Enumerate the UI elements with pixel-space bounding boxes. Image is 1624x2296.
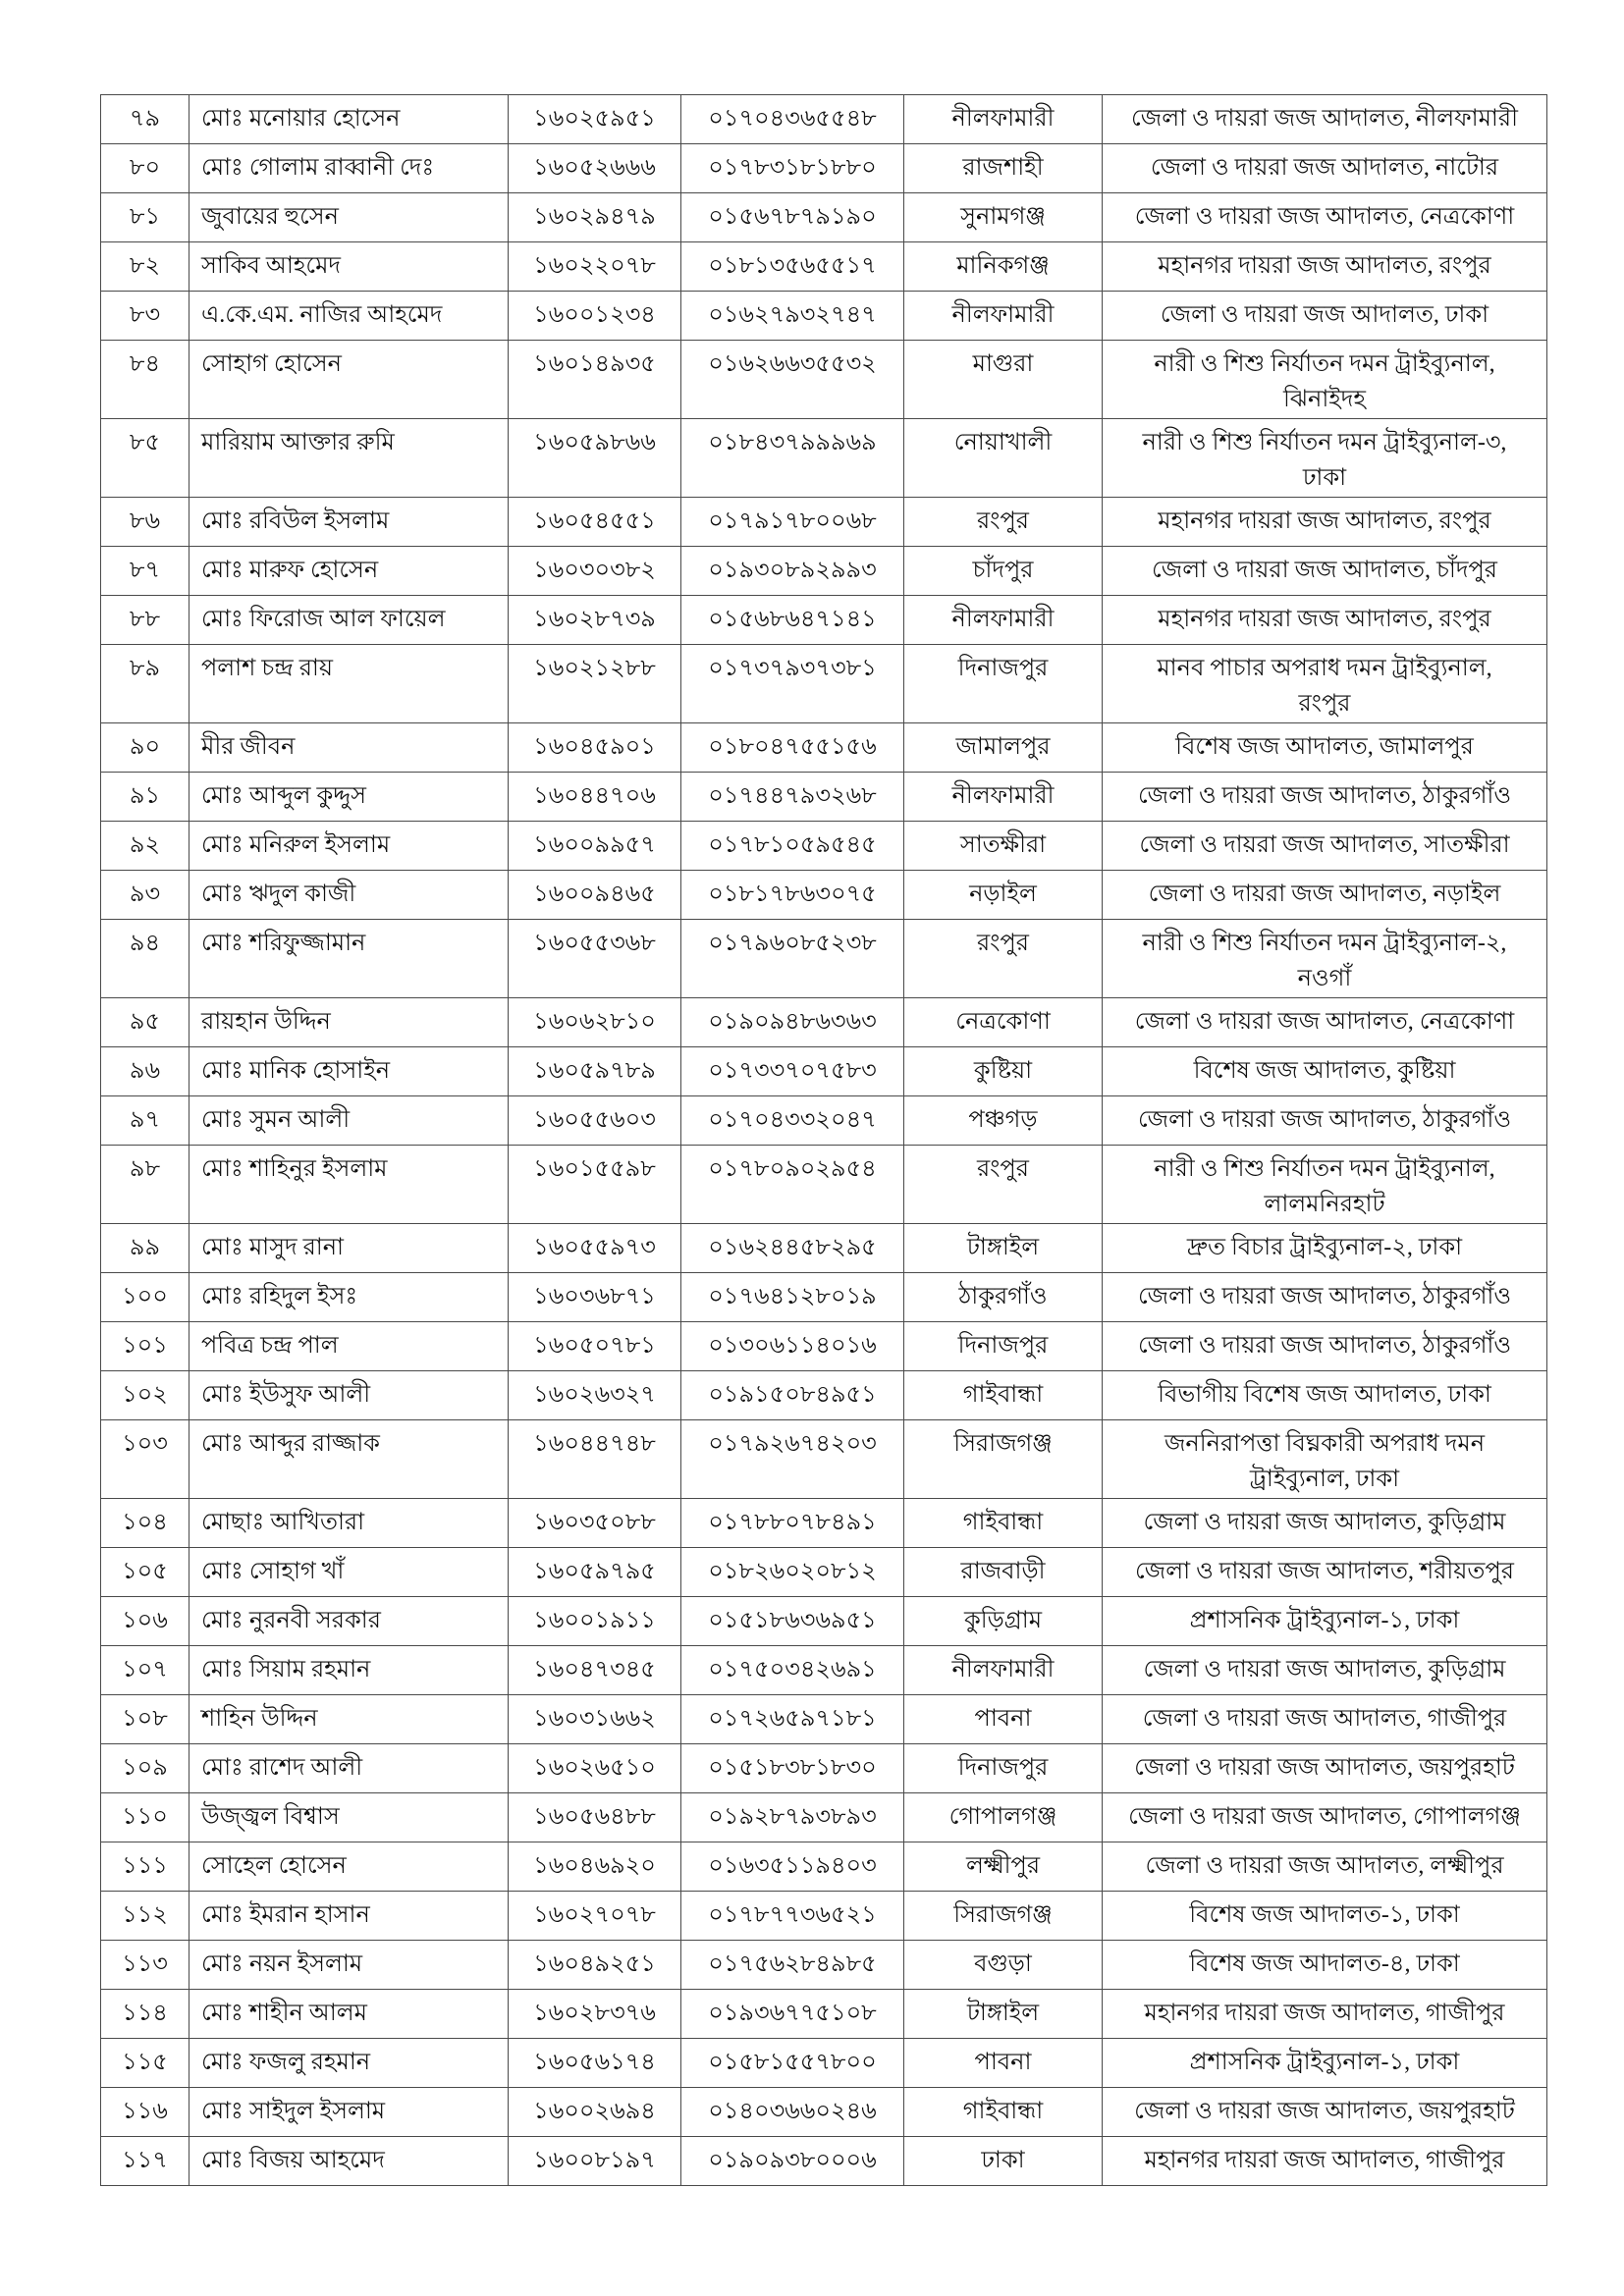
posting-cell: জেলা ও দায়রা জজ আদালত, জয়পুরহাট bbox=[1103, 2088, 1547, 2137]
district-cell: নড়াইল bbox=[904, 871, 1103, 920]
district-cell: সিরাজগঞ্জ bbox=[904, 1892, 1103, 1941]
table-row bbox=[101, 498, 1547, 547]
name-cell: সোহেল হোসেন bbox=[189, 1842, 509, 1892]
name-cell: এ.কে.এম. নাজির আহমেদ bbox=[189, 292, 509, 341]
posting-cell: বিশেষ জজ আদালত, জামালপুর bbox=[1103, 723, 1547, 773]
id-number-cell: ১৬০৪৫৯০১ bbox=[509, 723, 681, 773]
district-cell: সাতক্ষীরা bbox=[904, 822, 1103, 871]
serial-cell: ৮৬ bbox=[101, 498, 189, 547]
name-cell: মোঃ সোহাগ খাঁ bbox=[189, 1548, 509, 1597]
district-cell: দিনাজপুর bbox=[904, 1322, 1103, 1371]
district-cell: নীলফামারী bbox=[904, 596, 1103, 645]
phone-cell: ০১৭৩৭৯৩৭৩৮১ bbox=[681, 645, 904, 723]
district-cell: পাবনা bbox=[904, 1695, 1103, 1744]
id-number-cell: ১৬০৫৯৭৯৫ bbox=[509, 1548, 681, 1597]
phone-cell: ০১৭৪৪৭৯৩২৬৮ bbox=[681, 773, 904, 822]
phone-cell: ০১৭৩৩৭০৭৫৮৩ bbox=[681, 1047, 904, 1096]
id-number-cell: ১৬০৪৯২৫১ bbox=[509, 1941, 681, 1990]
phone-cell: ০১৮১৭৮৬৩০৭৫ bbox=[681, 871, 904, 920]
name-cell: মোঃ নুরনবী সরকার bbox=[189, 1597, 509, 1646]
serial-cell: ৮০ bbox=[101, 144, 189, 193]
table-row bbox=[101, 2088, 1547, 2137]
posting-cell: প্রশাসনিক ট্রাইব্যুনাল-১, ঢাকা bbox=[1103, 1597, 1547, 1646]
posting-cell: জেলা ও দায়রা জজ আদালত, নড়াইল bbox=[1103, 871, 1547, 920]
name-cell: মোঃ ফিরোজ আল ফায়েল bbox=[189, 596, 509, 645]
serial-cell: ৮৯ bbox=[101, 645, 189, 723]
posting-cell: জেলা ও দায়রা জজ আদালত, গোপালগঞ্জ bbox=[1103, 1793, 1547, 1842]
serial-cell: ৯৬ bbox=[101, 1047, 189, 1096]
posting-cell: মহানগর দায়রা জজ আদালত, গাজীপুর bbox=[1103, 2137, 1547, 2186]
phone-cell: ০১৯০৯৩৮০০০৬ bbox=[681, 2137, 904, 2186]
table-row bbox=[101, 95, 1547, 144]
district-cell: টাঙ্গাইল bbox=[904, 1224, 1103, 1273]
serial-cell: ১০৪ bbox=[101, 1499, 189, 1548]
district-cell: সুনামগঞ্জ bbox=[904, 193, 1103, 242]
table-row bbox=[101, 1793, 1547, 1842]
district-cell: পঞ্চগড় bbox=[904, 1096, 1103, 1146]
phone-cell: ০১৭৫০৩৪২৬৯১ bbox=[681, 1646, 904, 1695]
posting-cell: জেলা ও দায়রা জজ আদালত, শরীয়তপুর bbox=[1103, 1548, 1547, 1597]
serial-cell: ৯৪ bbox=[101, 920, 189, 998]
posting-cell: মানব পাচার অপরাধ দমন ট্রাইব্যুনাল, রংপুর bbox=[1103, 645, 1547, 723]
name-cell: মোঃ ফজলু রহমান bbox=[189, 2039, 509, 2088]
posting-cell: জেলা ও দায়রা জজ আদালত, নেত্রকোণা bbox=[1103, 193, 1547, 242]
table-row bbox=[101, 1224, 1547, 1273]
posting-cell: জেলা ও দায়রা জজ আদালত, কুড়িগ্রাম bbox=[1103, 1499, 1547, 1548]
phone-cell: ০১৮০৪৭৫৫১৫৬ bbox=[681, 723, 904, 773]
serial-cell: ১১৪ bbox=[101, 1990, 189, 2039]
serial-cell: ১০৯ bbox=[101, 1744, 189, 1793]
table-row bbox=[101, 1842, 1547, 1892]
phone-cell: ০১৭৯২৬৭৪২০৩ bbox=[681, 1420, 904, 1499]
id-number-cell: ১৬০২৫৯৫১ bbox=[509, 95, 681, 144]
posting-cell: বিশেষ জজ আদালত, কুষ্টিয়া bbox=[1103, 1047, 1547, 1096]
posting-cell: জেলা ও দায়রা জজ আদালত, ঢাকা bbox=[1103, 292, 1547, 341]
district-cell: গাইবান্ধা bbox=[904, 2088, 1103, 2137]
name-cell: মোঃ শাহীন আলম bbox=[189, 1990, 509, 2039]
table-row bbox=[101, 822, 1547, 871]
id-number-cell: ১৬০৫৫৩৬৮ bbox=[509, 920, 681, 998]
district-cell: পাবনা bbox=[904, 2039, 1103, 2088]
table-row bbox=[101, 1322, 1547, 1371]
phone-cell: ০১৯২৮৭৯৩৮৯৩ bbox=[681, 1793, 904, 1842]
name-cell: সাকিব আহমেদ bbox=[189, 242, 509, 292]
phone-cell: ০১৭৯১৭৮০০৬৮ bbox=[681, 498, 904, 547]
id-number-cell: ১৬০২৮৩৭৬ bbox=[509, 1990, 681, 2039]
table-row bbox=[101, 645, 1547, 723]
district-cell: জামালপুর bbox=[904, 723, 1103, 773]
posting-cell: মহানগর দায়রা জজ আদালত, রংপুর bbox=[1103, 242, 1547, 292]
name-cell: মোঃ বিজয় আহমেদ bbox=[189, 2137, 509, 2186]
serial-cell: ১০৮ bbox=[101, 1695, 189, 1744]
id-number-cell: ১৬০১৪৯৩৫ bbox=[509, 341, 681, 419]
phone-cell: ০১৯৩০৮৯২৯৯৩ bbox=[681, 547, 904, 596]
phone-cell: ০১৭৫৬২৮৪৯৮৫ bbox=[681, 1941, 904, 1990]
table-row bbox=[101, 1941, 1547, 1990]
table-row bbox=[101, 998, 1547, 1047]
name-cell: মোঃ রবিউল ইসলাম bbox=[189, 498, 509, 547]
id-number-cell: ১৬০৫২৬৬৬ bbox=[509, 144, 681, 193]
posting-cell: বিভাগীয় বিশেষ জজ আদালত, ঢাকা bbox=[1103, 1371, 1547, 1420]
id-number-cell: ১৬০২৬৩২৭ bbox=[509, 1371, 681, 1420]
phone-cell: ০১৫৬৮৬৪৭১৪১ bbox=[681, 596, 904, 645]
posting-cell: জেলা ও দায়রা জজ আদালত, ঠাকুরগাঁও bbox=[1103, 1273, 1547, 1322]
serial-cell: ৯২ bbox=[101, 822, 189, 871]
serial-cell: ৯৮ bbox=[101, 1146, 189, 1224]
serial-cell: ৯০ bbox=[101, 723, 189, 773]
table-row bbox=[101, 773, 1547, 822]
posting-cell: জেলা ও দায়রা জজ আদালত, নেত্রকোণা bbox=[1103, 998, 1547, 1047]
district-cell: গাইবান্ধা bbox=[904, 1371, 1103, 1420]
phone-cell: ০১৭০৪৩৩২০৪৭ bbox=[681, 1096, 904, 1146]
name-cell: মোঃ রাশেদ আলী bbox=[189, 1744, 509, 1793]
table-row bbox=[101, 1096, 1547, 1146]
district-cell: কুড়িগ্রাম bbox=[904, 1597, 1103, 1646]
posting-cell: জেলা ও দায়রা জজ আদালত, গাজীপুর bbox=[1103, 1695, 1547, 1744]
district-cell: রংপুর bbox=[904, 920, 1103, 998]
serial-cell: ৮৪ bbox=[101, 341, 189, 419]
phone-cell: ০১৭৮৩১৮১৮৮০ bbox=[681, 144, 904, 193]
serial-cell: ১০২ bbox=[101, 1371, 189, 1420]
name-cell: মোঃ আব্দুল কুদ্দুস bbox=[189, 773, 509, 822]
posting-cell: নারী ও শিশু নির্যাতন দমন ট্রাইব্যুনাল, ঝিনাইদহ bbox=[1103, 341, 1547, 419]
serial-cell: ৮৩ bbox=[101, 292, 189, 341]
phone-cell: ০১৬২৭৯৩২৭৪৭ bbox=[681, 292, 904, 341]
name-cell: মোঃ ইমরান হাসান bbox=[189, 1892, 509, 1941]
posting-cell: জেলা ও দায়রা জজ আদালত, ঠাকুরগাঁও bbox=[1103, 1322, 1547, 1371]
name-cell: জুবায়ের হুসেন bbox=[189, 193, 509, 242]
table-row bbox=[101, 419, 1547, 498]
phone-cell: ০১৫৬৭৮৭৯১৯০ bbox=[681, 193, 904, 242]
table-row bbox=[101, 723, 1547, 773]
id-number-cell: ১৬০৫৪৫৫১ bbox=[509, 498, 681, 547]
district-cell: মাগুরা bbox=[904, 341, 1103, 419]
id-number-cell: ১৬০৫৬১৭৪ bbox=[509, 2039, 681, 2088]
name-cell: মীর জীবন bbox=[189, 723, 509, 773]
phone-cell: ০১৭৯৬০৮৫২৩৮ bbox=[681, 920, 904, 998]
posting-cell: জেলা ও দায়রা জজ আদালত, নীলফামারী bbox=[1103, 95, 1547, 144]
id-number-cell: ১৬০৩১৬৬২ bbox=[509, 1695, 681, 1744]
name-cell: মোঃ শাহিনুর ইসলাম bbox=[189, 1146, 509, 1224]
id-number-cell: ১৬০০১৯১১ bbox=[509, 1597, 681, 1646]
name-cell: মোঃ সাইদুল ইসলাম bbox=[189, 2088, 509, 2137]
id-number-cell: ১৬০৫৫৯৭৩ bbox=[509, 1224, 681, 1273]
table-row bbox=[101, 920, 1547, 998]
name-cell: মোঃ সুমন আলী bbox=[189, 1096, 509, 1146]
table-body bbox=[101, 95, 1547, 2186]
serial-cell: ১০৬ bbox=[101, 1597, 189, 1646]
district-cell: রংপুর bbox=[904, 1146, 1103, 1224]
id-number-cell: ১৬০০২৬৯৪ bbox=[509, 2088, 681, 2137]
id-number-cell: ১৬০৬২৮১০ bbox=[509, 998, 681, 1047]
table-row bbox=[101, 1548, 1547, 1597]
phone-cell: ০১৭৬৪১২৮০১৯ bbox=[681, 1273, 904, 1322]
serial-cell: ৮৭ bbox=[101, 547, 189, 596]
serial-cell: ৮১ bbox=[101, 193, 189, 242]
district-cell: গাইবান্ধা bbox=[904, 1499, 1103, 1548]
phone-cell: ০১৭২৬৫৯৭১৮১ bbox=[681, 1695, 904, 1744]
table-row bbox=[101, 1892, 1547, 1941]
district-cell: দিনাজপুর bbox=[904, 645, 1103, 723]
phone-cell: ০১৭৮৭৭৩৬৫২১ bbox=[681, 1892, 904, 1941]
posting-cell: জননিরাপত্তা বিঘ্নকারী অপরাধ দমন ট্রাইব্যুনাল, ঢাকা bbox=[1103, 1420, 1547, 1499]
district-cell: ঠাকুরগাঁও bbox=[904, 1273, 1103, 1322]
id-number-cell: ১৬০০৯৯৫৭ bbox=[509, 822, 681, 871]
district-cell: গোপালগঞ্জ bbox=[904, 1793, 1103, 1842]
posting-cell: বিশেষ জজ আদালত-১, ঢাকা bbox=[1103, 1892, 1547, 1941]
district-cell: রাজশাহী bbox=[904, 144, 1103, 193]
phone-cell: ০১৯০৯৪৮৬৩৬৩ bbox=[681, 998, 904, 1047]
id-number-cell: ১৬০৪৬৯২০ bbox=[509, 1842, 681, 1892]
table-row bbox=[101, 1371, 1547, 1420]
district-cell: সিরাজগঞ্জ bbox=[904, 1420, 1103, 1499]
table-row bbox=[101, 1047, 1547, 1096]
serial-cell: ১১৭ bbox=[101, 2137, 189, 2186]
posting-cell: মহানগর দায়রা জজ আদালত, রংপুর bbox=[1103, 596, 1547, 645]
table-row bbox=[101, 2137, 1547, 2186]
phone-cell: ০১৯১৫০৮৪৯৫১ bbox=[681, 1371, 904, 1420]
posting-cell: জেলা ও দায়রা জজ আদালত, ঠাকুরগাঁও bbox=[1103, 773, 1547, 822]
phone-cell: ০১৮১৩৫৬৫৫১৭ bbox=[681, 242, 904, 292]
name-cell: মোঃ মনিরুল ইসলাম bbox=[189, 822, 509, 871]
posting-cell: নারী ও শিশু নির্যাতন দমন ট্রাইব্যুনাল-৩, ঢাকা bbox=[1103, 419, 1547, 498]
id-number-cell: ১৬০২৬৫১০ bbox=[509, 1744, 681, 1793]
table-row bbox=[101, 547, 1547, 596]
district-cell: নেত্রকোণা bbox=[904, 998, 1103, 1047]
id-number-cell: ১৬০৪৪৭৪৮ bbox=[509, 1420, 681, 1499]
posting-cell: বিশেষ জজ আদালত-৪, ঢাকা bbox=[1103, 1941, 1547, 1990]
id-number-cell: ১৬০৪৪৭০৬ bbox=[509, 773, 681, 822]
table-row bbox=[101, 193, 1547, 242]
posting-cell: দ্রুত বিচার ট্রাইব্যুনাল-২, ঢাকা bbox=[1103, 1224, 1547, 1273]
posting-cell: জেলা ও দায়রা জজ আদালত, নাটোর bbox=[1103, 144, 1547, 193]
phone-cell: ০১৬২৪৪৫৮২৯৫ bbox=[681, 1224, 904, 1273]
table-row bbox=[101, 341, 1547, 419]
serial-cell: ৭৯ bbox=[101, 95, 189, 144]
serial-cell: ১০০ bbox=[101, 1273, 189, 1322]
serial-cell: ১০৭ bbox=[101, 1646, 189, 1695]
table-row bbox=[101, 292, 1547, 341]
phone-cell: ০১৭৮১০৫৯৫৪৫ bbox=[681, 822, 904, 871]
id-number-cell: ১৬০২২০৭৮ bbox=[509, 242, 681, 292]
table-row bbox=[101, 1744, 1547, 1793]
name-cell: মোঃ আব্দুর রাজ্জাক bbox=[189, 1420, 509, 1499]
table-row bbox=[101, 2039, 1547, 2088]
phone-cell: ০১৩০৬১১৪০১৬ bbox=[681, 1322, 904, 1371]
name-cell: মোঃ মারুফ হোসেন bbox=[189, 547, 509, 596]
table-row bbox=[101, 1646, 1547, 1695]
id-number-cell: ১৬০০৮১৯৭ bbox=[509, 2137, 681, 2186]
id-number-cell: ১৬০০১২৩৪ bbox=[509, 292, 681, 341]
serial-cell: ৯৯ bbox=[101, 1224, 189, 1273]
name-cell: সোহাগ হোসেন bbox=[189, 341, 509, 419]
serial-cell: ১১৩ bbox=[101, 1941, 189, 1990]
posting-cell: জেলা ও দায়রা জজ আদালত, লক্ষ্মীপুর bbox=[1103, 1842, 1547, 1892]
name-cell: মারিয়াম আক্তার রুমি bbox=[189, 419, 509, 498]
serial-cell: ৯৭ bbox=[101, 1096, 189, 1146]
phone-cell: ০১৭৮৮০৭৮৪৯১ bbox=[681, 1499, 904, 1548]
table-row bbox=[101, 871, 1547, 920]
district-cell: টাঙ্গাইল bbox=[904, 1990, 1103, 2039]
id-number-cell: ১৬০২১২৮৮ bbox=[509, 645, 681, 723]
serial-cell: ৯১ bbox=[101, 773, 189, 822]
serial-cell: ৮২ bbox=[101, 242, 189, 292]
name-cell: মোঃ রহিদুল ইসঃ bbox=[189, 1273, 509, 1322]
district-cell: নোয়াখালী bbox=[904, 419, 1103, 498]
id-number-cell: ১৬০০৯৪৬৫ bbox=[509, 871, 681, 920]
district-cell: নীলফামারী bbox=[904, 95, 1103, 144]
serial-cell: ১১৬ bbox=[101, 2088, 189, 2137]
phone-cell: ০১৭৮০৯০২৯৫৪ bbox=[681, 1146, 904, 1224]
phone-cell: ০১৫১৮৩৮১৮৩০ bbox=[681, 1744, 904, 1793]
district-cell: মানিকগঞ্জ bbox=[904, 242, 1103, 292]
name-cell: মোঃ গোলাম রাব্বানী দেঃ bbox=[189, 144, 509, 193]
district-cell: রংপুর bbox=[904, 498, 1103, 547]
district-cell: নীলফামারী bbox=[904, 1646, 1103, 1695]
table-row bbox=[101, 1597, 1547, 1646]
id-number-cell: ১৬০৩০৩৮২ bbox=[509, 547, 681, 596]
id-number-cell: ১৬০৫৯৮৬৬ bbox=[509, 419, 681, 498]
serial-cell: ১১০ bbox=[101, 1793, 189, 1842]
name-cell: মোঃ ঋদুল কাজী bbox=[189, 871, 509, 920]
name-cell: মোছাঃ আখিতারা bbox=[189, 1499, 509, 1548]
phone-cell: ০১৮২৬০২০৮১২ bbox=[681, 1548, 904, 1597]
id-number-cell: ১৬০১৫৫৯৮ bbox=[509, 1146, 681, 1224]
id-number-cell: ১৬০৩৬৮৭১ bbox=[509, 1273, 681, 1322]
id-number-cell: ১৬০২৮৭৩৯ bbox=[509, 596, 681, 645]
table-row bbox=[101, 1499, 1547, 1548]
district-cell: কুষ্টিয়া bbox=[904, 1047, 1103, 1096]
id-number-cell: ১৬০৫৯৭৮৯ bbox=[509, 1047, 681, 1096]
table-row bbox=[101, 596, 1547, 645]
posting-cell: জেলা ও দায়রা জজ আদালত, সাতক্ষীরা bbox=[1103, 822, 1547, 871]
table-row bbox=[101, 1695, 1547, 1744]
phone-cell: ০১৬৩৫১১৯৪০৩ bbox=[681, 1842, 904, 1892]
posting-cell: জেলা ও দায়রা জজ আদালত, ঠাকুরগাঁও bbox=[1103, 1096, 1547, 1146]
name-cell: মোঃ সিয়াম রহমান bbox=[189, 1646, 509, 1695]
phone-cell: ০১৫১৮৬৩৬৯৫১ bbox=[681, 1597, 904, 1646]
posting-cell: মহানগর দায়রা জজ আদালত, গাজীপুর bbox=[1103, 1990, 1547, 2039]
id-number-cell: ১৬০২৯৪৭৯ bbox=[509, 193, 681, 242]
district-cell: নীলফামারী bbox=[904, 773, 1103, 822]
table-row bbox=[101, 144, 1547, 193]
phone-cell: ০১৯৩৬৭৭৫১০৮ bbox=[681, 1990, 904, 2039]
district-cell: চাঁদপুর bbox=[904, 547, 1103, 596]
serial-cell: ১১২ bbox=[101, 1892, 189, 1941]
id-number-cell: ১৬০৫৬৪৮৮ bbox=[509, 1793, 681, 1842]
phone-cell: ০১৮৪৩৭৯৯৯৬৯ bbox=[681, 419, 904, 498]
posting-cell: মহানগর দায়রা জজ আদালত, রংপুর bbox=[1103, 498, 1547, 547]
id-number-cell: ১৬০৩৫০৮৮ bbox=[509, 1499, 681, 1548]
serial-cell: ৮৫ bbox=[101, 419, 189, 498]
posting-cell: প্রশাসনিক ট্রাইব্যুনাল-১, ঢাকা bbox=[1103, 2039, 1547, 2088]
phone-cell: ০১৬২৬৬৩৫৫৩২ bbox=[681, 341, 904, 419]
posting-cell: জেলা ও দায়রা জজ আদালত, জয়পুরহাট bbox=[1103, 1744, 1547, 1793]
name-cell: মোঃ ইউসুফ আলী bbox=[189, 1371, 509, 1420]
name-cell: পলাশ চন্দ্র রায় bbox=[189, 645, 509, 723]
name-cell: মোঃ মানিক হোসাইন bbox=[189, 1047, 509, 1096]
serial-cell: ৯৫ bbox=[101, 998, 189, 1047]
name-cell: মোঃ মাসুদ রানা bbox=[189, 1224, 509, 1273]
phone-cell: ০১৭০৪৩৬৫৫৪৮ bbox=[681, 95, 904, 144]
district-cell: দিনাজপুর bbox=[904, 1744, 1103, 1793]
id-number-cell: ১৬০২৭০৭৮ bbox=[509, 1892, 681, 1941]
district-cell: ঢাকা bbox=[904, 2137, 1103, 2186]
serial-cell: ১১৫ bbox=[101, 2039, 189, 2088]
id-number-cell: ১৬০৫৫৬০৩ bbox=[509, 1096, 681, 1146]
name-cell: রায়হান উদ্দিন bbox=[189, 998, 509, 1047]
name-cell: মোঃ মনোয়ার হোসেন bbox=[189, 95, 509, 144]
posting-cell: নারী ও শিশু নির্যাতন দমন ট্রাইব্যুনাল, লালমনিরহাট bbox=[1103, 1146, 1547, 1224]
serial-cell: ১১১ bbox=[101, 1842, 189, 1892]
table-row bbox=[101, 1420, 1547, 1499]
id-number-cell: ১৬০৪৭৩৪৫ bbox=[509, 1646, 681, 1695]
name-cell: উজ্জ্বল বিশ্বাস bbox=[189, 1793, 509, 1842]
serial-cell: ১০৫ bbox=[101, 1548, 189, 1597]
name-cell: পবিত্র চন্দ্র পাল bbox=[189, 1322, 509, 1371]
posting-cell: জেলা ও দায়রা জজ আদালত, চাঁদপুর bbox=[1103, 547, 1547, 596]
serial-cell: ৯৩ bbox=[101, 871, 189, 920]
name-cell: শাহিন উদ্দিন bbox=[189, 1695, 509, 1744]
serial-cell: ৮৮ bbox=[101, 596, 189, 645]
phone-cell: ০১৫৮১৫৫৭৮০০ bbox=[681, 2039, 904, 2088]
name-cell: মোঃ শরিফুজ্জামান bbox=[189, 920, 509, 998]
district-cell: লক্ষ্মীপুর bbox=[904, 1842, 1103, 1892]
posting-cell: জেলা ও দায়রা জজ আদালত, কুড়িগ্রাম bbox=[1103, 1646, 1547, 1695]
posting-cell: নারী ও শিশু নির্যাতন দমন ট্রাইব্যুনাল-২, নওগাঁ bbox=[1103, 920, 1547, 998]
id-number-cell: ১৬০৫০৭৮১ bbox=[509, 1322, 681, 1371]
district-cell: নীলফামারী bbox=[904, 292, 1103, 341]
table-row bbox=[101, 1273, 1547, 1322]
table-row bbox=[101, 1990, 1547, 2039]
table-row bbox=[101, 242, 1547, 292]
district-cell: বগুড়া bbox=[904, 1941, 1103, 1990]
district-cell: রাজবাড়ী bbox=[904, 1548, 1103, 1597]
staff-table bbox=[100, 94, 1547, 2186]
phone-cell: ০১৪০৩৬৬০২৪৬ bbox=[681, 2088, 904, 2137]
serial-cell: ১০১ bbox=[101, 1322, 189, 1371]
name-cell: মোঃ নয়ন ইসলাম bbox=[189, 1941, 509, 1990]
serial-cell: ১০৩ bbox=[101, 1420, 189, 1499]
table-row bbox=[101, 1146, 1547, 1224]
